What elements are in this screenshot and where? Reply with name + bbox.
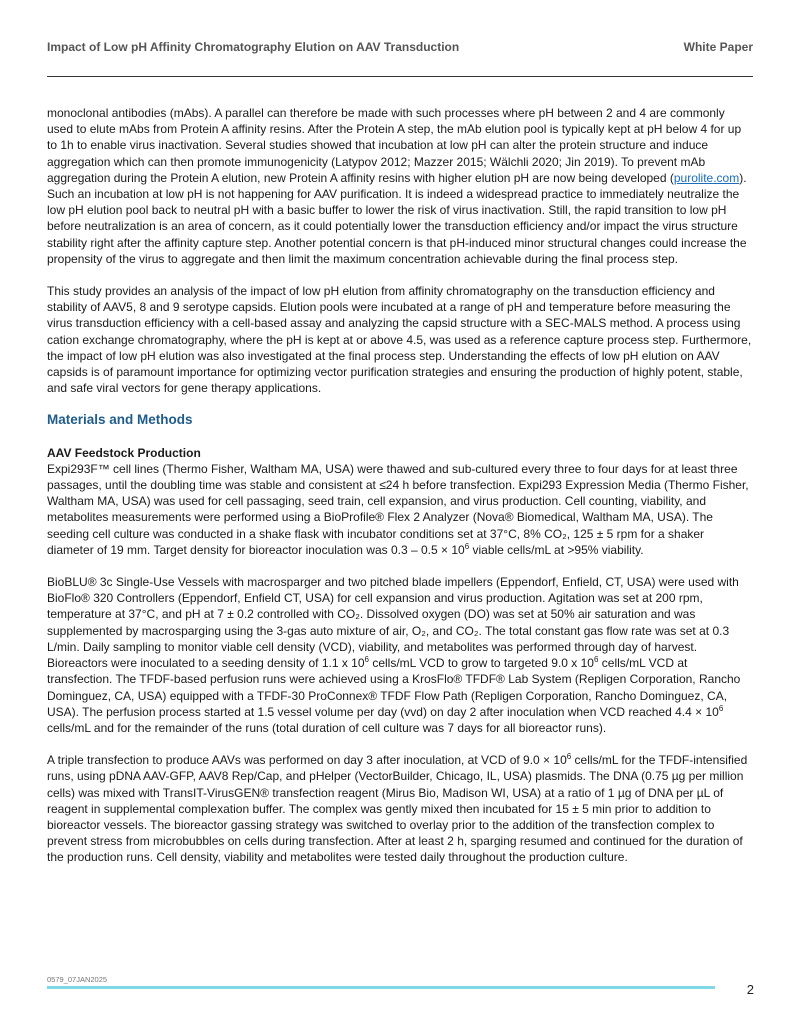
- methods-paragraph-2: BioBLU® 3c Single-Use Vessels with macrosparger and two pitched blade impellers (Eppendorf, Enfield, CT, USA) were used with BioFlo® 320 Controllers (Eppendorf, Enfield CT, USA) for cell expansion and virus production. Agitation was set at 200 rpm, temperature at 37°C, and pH at 7 ± 0.2 controlled with CO₂. Dissolved oxygen (DO) was set at 50% air saturation and was supplemented by macrosparging using the 3-gas auto mixture of air, O₂, and CO₂. The total constant gas flow rate was set at 0.3 L/min. Daily sampling to monitor viable cell density (VCD), viability, and metabolites was performed through day of harvest. Bioreactors were inoculated to a seeding density of 1.1 x $10^6$ cells/mL VCD to grow to targeted 9.0 x $10^6$ cells/mL VCD at transfection. The TFDF-based perfusion runs were achieved using a KrosFlo® TFDF® Lab System (Repligen Corporation, Rancho Dominguez, CA, USA) equipped with a TFDF-30 ProConnex® TFDF Flow Path (Repligen Corporation, Rancho Dominguez, CA, USA). The perfusion process started at 1.5 vessel volume per day (vvd) on day 2 after inoculation when VCD reached $4.4 \times 10^6$ cells/mL and for the remainder of the runs (total duration of cell culture was 7 days for all bioreactor runs).: [47, 575, 741, 735]
- document-title: Impact of Low pH Affinity Chromatography Elution on AAV Transduction: [47, 40, 460, 54]
- document-code: 0579_07JAN2025: [47, 975, 108, 984]
- purolite-link[interactable]: purolite.com: [673, 170, 740, 185]
- section-heading-materials-methods: Materials and Methods: [47, 412, 193, 428]
- intro-paragraph-2: This study provides an analysis of the impact of low pH elution from affinity chromatography on the transduction efficiency and stability of AAV5, 8 and 9 serotype capsids. Elution pools were incubated at a range of pH and temperature before measuring the virus transduction efficiency with a cell-based assay and analyzing the capsid structure with a SEC-MALS method. A process using cation exchange chromatography, where the pH is kept at or above 4.5, was used as a reference capture process step. Furthermore, the impact of low pH elution was also investigated at the final process step. Understanding the effects of low pH elution on AAV capsids is of paramount importance for optimizing vector purification strategies and ensuring the production of highly potent, stable, and safe viral vectors for gene therapy applications.: [47, 284, 752, 396]
- intro-paragraph-1: monoclonal antibodies (mAbs). A parallel can therefore be made with such processes where pH between 2 and 4 are commonly used to elute mAbs from Protein A affinity resins. After the Protein A step, the mAb elution pool is typically kept at pH below 4 for up to 1h to enable virus inactivation. Several studies showed that incubation at low pH can alter the protein structure and induce aggregation which can then promote immunogenicity (Latypov 2012; Mazzer 2015; Wälchli 2020; Jin 2019). To prevent mAb aggregation during the Protein A elution, new Protein A affinity resins with higher elution pH are now being developed (purolite.com). Such an incubation at low pH is not happening for AAV purification. It is indeed a widespread practice to immediately neutralize the low pH elution pool back to neutral pH with a basic buffer to lower the risk of virus inactivation. Still, the rapid transition to low pH before neutralization is an area of concern, as it could potentially lower the transduction efficiency and/or impact the virus structure stability right after the affinity capture step. Another potential concern is that pH-induced minor structural changes could increase the propensity of the virus to aggregate and then limit the maximum concentration achievable during the final process step.: [47, 106, 747, 266]
- main-content: [47, 105, 754, 866]
- page-header: [47, 40, 753, 54]
- header-divider: [47, 76, 753, 77]
- methods-paragraph-3: A triple transfection to produce AAVs was performed on day 3 after inoculation, at VCD of $9.0 \times 10^6$ cells/mL for the TFDF-intensified runs, using pDNA AAV-GFP, AAV8 Rep/Cap, and pHelper (VectorBuilder, Chicago, IL, USA) plasmids. The DNA (0.75 µg per million cells) was mixed with TransIT-VirusGEN® transfection reagent (Mirus Bio, Madison WI, USA) at a ratio of 1 µg of DNA per µL of reagent in supplemental complexation buffer. The complex was gently mixed then incubated for 15 ± 5 min prior to addition to bioreactor vessels. The bioreactor gassing strategy was switched to overlay prior to the addition of the transfection complex to prevent stress from microbubbles on cells during transfection. After at least 2 h, sparging resumed and continued for the duration of the production runs. Cell density, viability and metabolites were tested daily throughout the production culture.: [47, 752, 748, 865]
- page-number: 2: [746, 982, 754, 997]
- document-type-label: White Paper: [683, 40, 753, 54]
- methods-paragraph-1: Expi293F™ cell lines (Thermo Fisher, Waltham MA, USA) were thawed and sub-cultured every three to four days for at least three passages, until the doubling time was stable and consistent at ≤24 h before transfection. Expi293 Expression Media (Thermo Fisher, Waltham MA, USA) was used for cell passaging, seed train, cell expansion, and virus production. Cell counting, viability, and metabolites measurements were performed using a BioProfile® Flex 2 Analyzer (Nova® Biomedical, Waltham MA, USA). The seeding cell culture was conducted in a shake flask with incubator conditions set at 37°C, 8% CO₂, 125 ± 5 rpm for a shaker diameter of 19 mm. Target density for bioreactor inoculation was $0.3 - 0.5 \times 10^6$ viable cells/mL at >95% viability.: [47, 461, 749, 557]
- subsection-heading-feedstock: AAV Feedstock Production: [47, 445, 201, 460]
- footer-accent-rule: [47, 986, 715, 989]
